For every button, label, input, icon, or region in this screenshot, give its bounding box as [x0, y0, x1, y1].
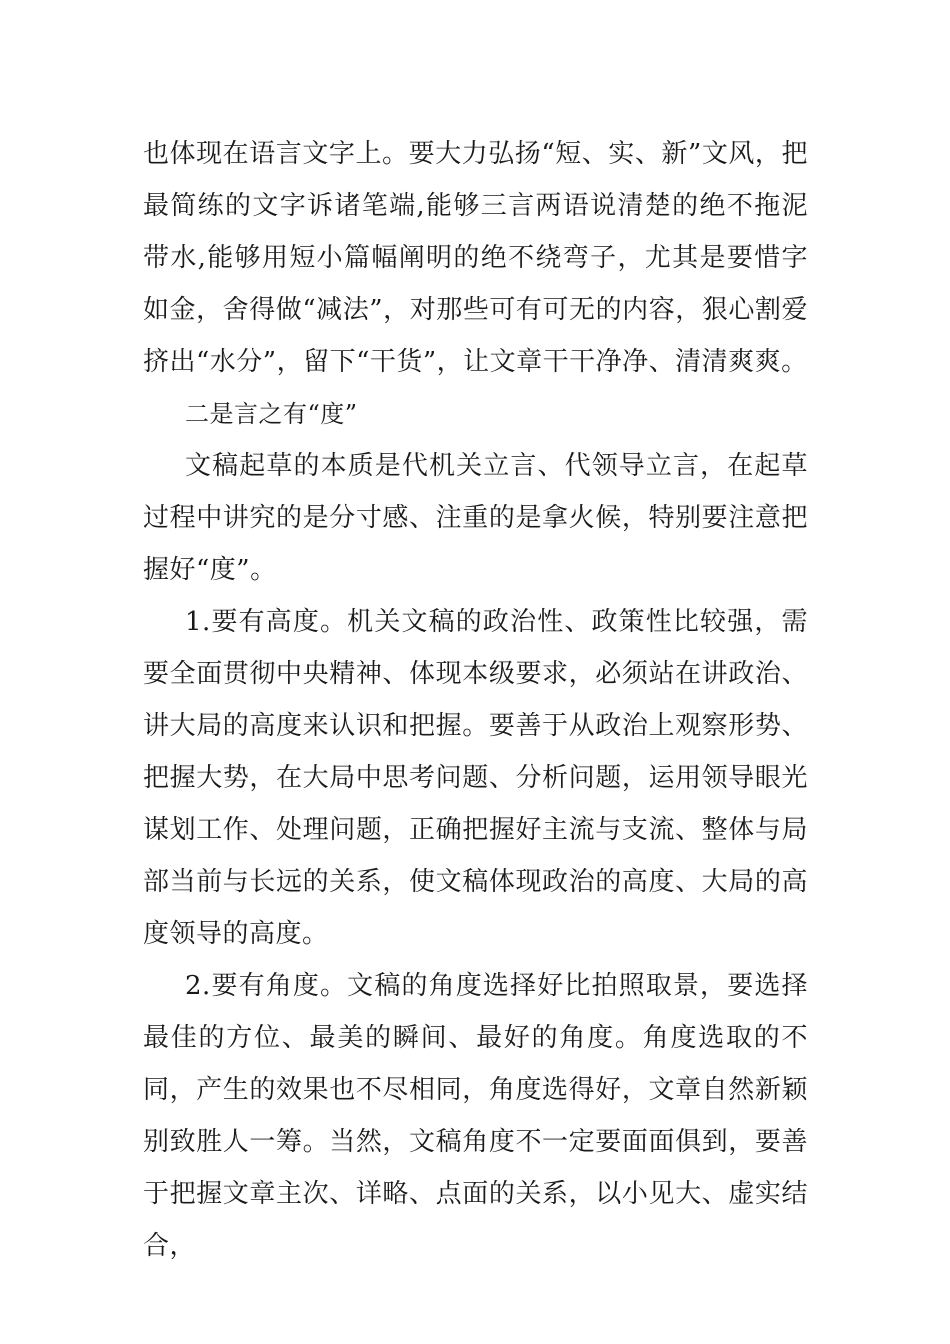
- paragraph-continued: 也体现在语言文字上。要大力弘扬“短、实、新”文风，把最简练的文字诉诸笔端,能够三言两语说清楚的绝不拖泥带水,能够用短小篇幅阐明的绝不绕弯子，尤其是要惜字如金，舍得做“减法”，对那些可有可无的内容，狠心割爱挤出“水分”，留下“干货”，让文章干干净净、清清爽爽。: [143, 139, 808, 377]
- paragraph-angle: 2.要有角度。文稿的角度选择好比拍照取景，要选择最佳的方位、最美的瞬间、最好的角度。角度选取的不同，产生的效果也不尽相同，角度选得好，文章自然新颖别致胜人一筹。当然，文稿角度不一定要面面俱到，要善于把握文章主次、详略、点面的关系，以小见大、虚实结合，: [143, 971, 808, 1261]
- section-heading: 二是言之有“度”: [185, 400, 358, 428]
- paragraph-intro: 文稿起草的本质是代机关立言、代领导立言，在起草过程中讲究的是分寸感、注重的是拿火候，特别要注意把握好“度”。: [143, 451, 808, 585]
- document-body: [143, 128, 808, 1272]
- paragraph-height: 1.要有高度。机关文稿的政治性、政策性比较强，需要全面贯彻中央精神、体现本级要求，必须站在讲政治、讲大局的高度来认识和把握。要善于从政治上观察形势、把握大势，在大局中思考问题、分析问题，运用领导眼光谋划工作、处理问题，正确把握好主流与支流、整体与局部当前与长远的关系，使文稿体现政治的高度、大局的高度领导的高度。: [143, 607, 808, 949]
